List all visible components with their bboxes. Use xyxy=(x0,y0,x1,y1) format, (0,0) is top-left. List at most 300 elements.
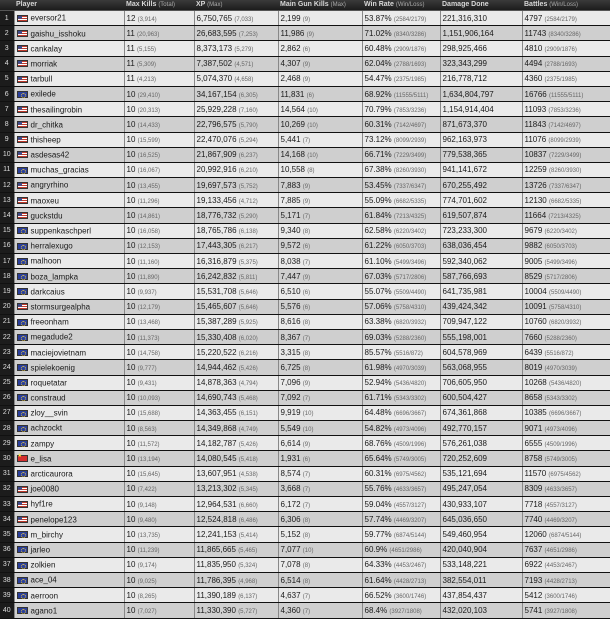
win-rate-cell: 67.38% (8260/3930) xyxy=(362,162,440,177)
win-rate-cell: 53.87% (2584/2179) xyxy=(362,11,440,26)
win-rate-cell: 71.02% (8340/3286) xyxy=(362,26,440,41)
player-name[interactable]: tarbull xyxy=(30,74,53,84)
player-cell[interactable] xyxy=(14,405,124,420)
damage-done-cell: 638,036,454 xyxy=(440,238,522,253)
rank-cell: 4 xyxy=(0,56,14,71)
win-rate-cell: 55.07% (5509/4490) xyxy=(362,284,440,299)
win-rate-cell: 64.48% (6696/3667) xyxy=(362,405,440,420)
player-cell[interactable] xyxy=(14,375,124,390)
battles-cell: 9071 (4973/4096) xyxy=(522,421,610,436)
max-kills-cell: 10 (9,148) xyxy=(124,497,194,512)
damage-done-cell: 1,154,914,404 xyxy=(440,102,522,117)
win-rate-cell: 66.71% (7229/3499) xyxy=(362,147,440,162)
battles-cell: 10385 (6696/3667) xyxy=(522,405,610,420)
damage-done-cell: 706,605,950 xyxy=(440,375,522,390)
player-name[interactable]: jarleo xyxy=(30,545,51,555)
xp-cell: 25,929,228 (7,160) xyxy=(194,102,278,117)
win-rate-cell: 60.48% (2909/1876) xyxy=(362,41,440,56)
header-row xyxy=(0,0,610,11)
rank-cell: 16 xyxy=(0,238,14,253)
eu-flag-icon xyxy=(17,288,28,295)
win-rate-cell: 68.4% (3927/1808) xyxy=(362,603,440,618)
win-rate-cell: 61.84% (7213/4325) xyxy=(362,208,440,223)
player-name[interactable]: zloy__svin xyxy=(30,408,68,418)
xp-cell: 14,349,868 (4,749) xyxy=(194,421,278,436)
player-name[interactable]: aerroon xyxy=(30,590,59,600)
player-cell[interactable] xyxy=(14,254,124,269)
player-cell[interactable] xyxy=(14,56,124,71)
player-cell[interactable] xyxy=(14,603,124,618)
us-flag-icon xyxy=(17,15,28,22)
max-kills-cell: 10 (16,525) xyxy=(124,147,194,162)
player-cell[interactable] xyxy=(14,269,124,284)
win-rate-cell: 59.77% (6874/5144) xyxy=(362,527,440,542)
player-name[interactable]: boza_lampka xyxy=(30,271,79,281)
damage-done-cell: 774,701,602 xyxy=(440,193,522,208)
player-cell[interactable] xyxy=(14,162,124,177)
xp-cell: 22,796,575 (5,790) xyxy=(194,117,278,132)
damage-done-cell: 592,340,062 xyxy=(440,254,522,269)
damage-done-cell: 555,198,001 xyxy=(440,329,522,344)
xp-cell: 34,167,154 (6,305) xyxy=(194,86,278,101)
player-cell[interactable] xyxy=(14,178,124,193)
damage-done-cell: 619,507,874 xyxy=(440,208,522,223)
rank-cell: 10 xyxy=(0,147,14,162)
rank-cell: 28 xyxy=(0,421,14,436)
player-name[interactable]: morriak xyxy=(30,59,58,69)
table-row xyxy=(0,117,610,132)
player-cell[interactable] xyxy=(14,542,124,557)
rank-cell: 25 xyxy=(0,375,14,390)
max-kills-cell: 10 (9,937) xyxy=(124,284,194,299)
us-flag-icon xyxy=(17,30,28,37)
player-name[interactable]: e_lisa xyxy=(30,454,52,464)
damage-done-cell: 674,361,868 xyxy=(440,405,522,420)
win-rate-cell: 61.22% (6050/3703) xyxy=(362,238,440,253)
player-cell[interactable] xyxy=(14,588,124,603)
damage-done-cell: 779,538,365 xyxy=(440,147,522,162)
player-name[interactable]: asdesas42 xyxy=(30,150,70,160)
win-rate-cell: 60.31% (7142/4697) xyxy=(362,117,440,132)
us-flag-icon xyxy=(17,486,28,493)
damage-done-cell: 549,460,954 xyxy=(440,527,522,542)
table-row xyxy=(0,572,610,587)
xp-cell: 15,465,607 (5,646) xyxy=(194,299,278,314)
win-rate-cell: 67.03% (5717/2806) xyxy=(362,269,440,284)
player-name[interactable]: eversor21 xyxy=(30,13,67,23)
table-row xyxy=(0,375,610,390)
damage-done-cell: 382,554,011 xyxy=(440,572,522,587)
main-gun-kills-cell: 5,171 (7) xyxy=(278,208,362,223)
table-row xyxy=(0,603,610,618)
max-kills-cell: 10 (11,373) xyxy=(124,329,194,344)
us-flag-icon xyxy=(17,501,28,508)
rank-cell: 19 xyxy=(0,284,14,299)
rank-cell: 14 xyxy=(0,208,14,223)
table-row xyxy=(0,527,610,542)
rank-header xyxy=(0,0,14,11)
xp-cell: 15,531,708 (5,646) xyxy=(194,284,278,299)
main-gun-kills-cell: 7,078 (8) xyxy=(278,557,362,572)
max-kills-cell: 11 (5,309) xyxy=(124,56,194,71)
us-flag-icon xyxy=(17,212,28,219)
player-name[interactable]: dr_chitka xyxy=(30,120,63,130)
eu-flag-icon xyxy=(17,425,28,432)
max-kills-cell: 10 (13,468) xyxy=(124,314,194,329)
max-kills-cell: 10 (15,688) xyxy=(124,405,194,420)
table-row xyxy=(0,11,610,26)
win-rate-cell: 54.82% (4973/4096) xyxy=(362,421,440,436)
win-rate-cell: 65.64% (5749/3005) xyxy=(362,451,440,466)
max-kills-cell: 10 (11,296) xyxy=(124,193,194,208)
us-flag-icon xyxy=(17,106,28,113)
player-cell[interactable] xyxy=(14,512,124,527)
battles-cell: 12259 (8260/3930) xyxy=(522,162,610,177)
rank-cell: 26 xyxy=(0,390,14,405)
player-cell[interactable] xyxy=(14,238,124,253)
player-cell[interactable] xyxy=(14,360,124,375)
max-kills-cell: 10 (16,067) xyxy=(124,162,194,177)
eu-flag-icon xyxy=(17,379,28,386)
max-kills-cell: 10 (14,861) xyxy=(124,208,194,223)
xp-cell: 14,080,545 (5,418) xyxy=(194,451,278,466)
player-name[interactable]: stormsurgealpha xyxy=(30,302,91,312)
main-gun-kills-cell: 11,831 (6) xyxy=(278,86,362,101)
max-kills-cell: 10 (8,563) xyxy=(124,421,194,436)
player-name[interactable]: arcticaurora xyxy=(30,469,73,479)
player-cell[interactable] xyxy=(14,329,124,344)
win-rate-cell: 61.10% (5499/3496) xyxy=(362,254,440,269)
main-gun-kills-cell: 6,510 (6) xyxy=(278,284,362,299)
battles-cell: 11664 (7213/4325) xyxy=(522,208,610,223)
table-row xyxy=(0,269,610,284)
rank-cell: 27 xyxy=(0,405,14,420)
player-header[interactable]: Player xyxy=(14,0,124,11)
player-name[interactable]: achzockt xyxy=(30,423,63,433)
rank-cell: 23 xyxy=(0,345,14,360)
xp-cell: 11,390,189 (6,137) xyxy=(194,588,278,603)
main-gun-kills-cell: 8,038 (7) xyxy=(278,254,362,269)
max-kills-cell: 10 (9,025) xyxy=(124,572,194,587)
win-rate-cell: 64.33% (4453/2467) xyxy=(362,557,440,572)
player-name[interactable]: guckstdu xyxy=(30,211,63,221)
eu-flag-icon xyxy=(17,334,28,341)
table-row xyxy=(0,147,610,162)
table-row xyxy=(0,588,610,603)
player-name[interactable]: gaishu_isshoku xyxy=(30,28,86,38)
table-row xyxy=(0,284,610,299)
player-cell[interactable] xyxy=(14,223,124,238)
xp-cell: 12,964,531 (6,660) xyxy=(194,497,278,512)
table-row xyxy=(0,497,610,512)
main-gun-kills-cell: 8,616 (8) xyxy=(278,314,362,329)
table-row xyxy=(0,162,610,177)
table-row xyxy=(0,193,610,208)
us-flag-icon xyxy=(17,121,28,128)
rank-cell: 36 xyxy=(0,542,14,557)
main-gun-kills-cell: 9,340 (8) xyxy=(278,223,362,238)
damage-done-cell: 587,766,693 xyxy=(440,269,522,284)
win-rate-cell: 69.03% (5288/2360) xyxy=(362,329,440,344)
player-name[interactable]: megadude2 xyxy=(30,332,73,342)
main-gun-kills-cell: 6,725 (8) xyxy=(278,360,362,375)
rank-cell: 17 xyxy=(0,254,14,269)
player-cell[interactable] xyxy=(14,390,124,405)
eu-flag-icon xyxy=(17,394,28,401)
damage-done-cell: 535,121,694 xyxy=(440,466,522,481)
rank-cell: 39 xyxy=(0,588,14,603)
damage-done-cell: 645,036,650 xyxy=(440,512,522,527)
player-name[interactable]: ace_04 xyxy=(30,575,57,585)
us-flag-icon xyxy=(17,136,28,143)
player-cell[interactable] xyxy=(14,147,124,162)
player-cell[interactable] xyxy=(14,557,124,572)
rank-cell: 38 xyxy=(0,572,14,587)
player-cell[interactable] xyxy=(14,71,124,86)
max-kills-cell: 10 (15,599) xyxy=(124,132,194,147)
max-kills-cell: 10 (7,027) xyxy=(124,603,194,618)
win-rate-cell: 61.98% (4970/3039) xyxy=(362,360,440,375)
win-rate-cell: 59.04% (4557/3127) xyxy=(362,497,440,512)
player-name[interactable]: zampy xyxy=(30,439,55,449)
player-name[interactable]: freeonham xyxy=(30,317,69,327)
battles-cell: 7660 (5288/2360) xyxy=(522,329,610,344)
damage-done-cell: 563,068,955 xyxy=(440,360,522,375)
rank-cell: 40 xyxy=(0,603,14,618)
player-cell[interactable] xyxy=(14,436,124,451)
battles-cell: 16766 (11555/5111) xyxy=(522,86,610,101)
player-cell[interactable] xyxy=(14,41,124,56)
rank-cell: 33 xyxy=(0,497,14,512)
xp-cell: 13,607,951 (4,538) xyxy=(194,466,278,481)
xp-cell: 18,776,732 (5,290) xyxy=(194,208,278,223)
player-cell[interactable] xyxy=(14,117,124,132)
damage-done-cell: 495,247,054 xyxy=(440,481,522,496)
us-flag-icon xyxy=(17,182,28,189)
battles-cell: 7718 (4557/3127) xyxy=(522,497,610,512)
rank-cell: 29 xyxy=(0,436,14,451)
main-gun-kills-cell: 10,269 (10) xyxy=(278,117,362,132)
table-row xyxy=(0,345,610,360)
table-row xyxy=(0,390,610,405)
max-kills-header[interactable]: Max Kills (Total) xyxy=(124,0,194,11)
damage-done-cell: 604,578,969 xyxy=(440,345,522,360)
battles-cell: 11843 (7142/4697) xyxy=(522,117,610,132)
player-cell[interactable] xyxy=(14,102,124,117)
main-gun-kills-cell: 1,931 (6) xyxy=(278,451,362,466)
table-row xyxy=(0,329,610,344)
battles-cell: 12130 (6682/5335) xyxy=(522,193,610,208)
player-cell[interactable] xyxy=(14,314,124,329)
rank-cell: 5 xyxy=(0,71,14,86)
rank-cell: 35 xyxy=(0,527,14,542)
damage-done-cell: 941,141,672 xyxy=(440,162,522,177)
table-row xyxy=(0,512,610,527)
main-gun-kills-cell: 7,092 (7) xyxy=(278,390,362,405)
player-cell[interactable] xyxy=(14,421,124,436)
xp-header[interactable]: XP (Max) xyxy=(194,0,278,11)
us-flag-icon xyxy=(17,516,28,523)
main-gun-kills-cell: 7,885 (9) xyxy=(278,193,362,208)
max-kills-cell: 11 (5,155) xyxy=(124,41,194,56)
player-name[interactable]: angryrhino xyxy=(30,180,69,190)
player-cell[interactable] xyxy=(14,451,124,466)
eu-flag-icon xyxy=(17,592,28,599)
main-gun-kills-cell: 6,306 (8) xyxy=(278,512,362,527)
eu-flag-icon xyxy=(17,470,28,477)
rank-cell: 13 xyxy=(0,193,14,208)
player-cell[interactable] xyxy=(14,26,124,41)
player-cell[interactable] xyxy=(14,132,124,147)
player-name[interactable]: penelope123 xyxy=(30,514,77,524)
max-kills-cell: 10 (14,433) xyxy=(124,117,194,132)
xp-cell: 14,690,743 (5,468) xyxy=(194,390,278,405)
player-name[interactable]: constraud xyxy=(30,393,66,403)
player-cell[interactable] xyxy=(14,466,124,481)
rank-cell: 1 xyxy=(0,11,14,26)
eu-flag-icon xyxy=(17,319,28,326)
player-cell[interactable] xyxy=(14,193,124,208)
win-rate-cell: 54.47% (2375/1985) xyxy=(362,71,440,86)
player-cell[interactable] xyxy=(14,86,124,101)
player-cell[interactable] xyxy=(14,572,124,587)
win-rate-header[interactable]: Win Rate (Win/Loss) xyxy=(362,0,440,11)
xp-cell: 22,470,076 (5,294) xyxy=(194,132,278,147)
xp-cell: 16,316,879 (5,375) xyxy=(194,254,278,269)
player-name[interactable]: thisheep xyxy=(30,135,61,145)
rank-cell: 18 xyxy=(0,269,14,284)
battles-cell: 8019 (4970/3039) xyxy=(522,360,610,375)
win-rate-cell: 61.64% (4428/2713) xyxy=(362,572,440,587)
table-row xyxy=(0,56,610,71)
xp-cell: 21,867,909 (6,237) xyxy=(194,147,278,162)
battles-cell: 11093 (7853/3236) xyxy=(522,102,610,117)
player-cell[interactable] xyxy=(14,497,124,512)
eu-flag-icon xyxy=(17,531,28,538)
win-rate-cell: 52.94% (5436/4820) xyxy=(362,375,440,390)
max-kills-cell: 10 (29,410) xyxy=(124,86,194,101)
eu-flag-icon xyxy=(17,577,28,584)
player-name[interactable]: maoxeu xyxy=(30,196,59,206)
main-gun-kills-cell: 14,564 (10) xyxy=(278,102,362,117)
player-name[interactable]: muchas_gracias xyxy=(30,165,89,175)
xp-cell: 5,074,370 (4,658) xyxy=(194,71,278,86)
rank-cell: 12 xyxy=(0,178,14,193)
player-cell[interactable] xyxy=(14,299,124,314)
main-gun-kills-cell: 9,919 (10) xyxy=(278,405,362,420)
damage-done-cell: 962,163,973 xyxy=(440,132,522,147)
max-kills-cell: 10 (11,572) xyxy=(124,436,194,451)
table-row xyxy=(0,254,610,269)
eu-flag-icon xyxy=(17,273,28,280)
player-cell[interactable] xyxy=(14,345,124,360)
table-row xyxy=(0,208,610,223)
battles-cell: 4494 (2788/1693) xyxy=(522,56,610,71)
player-name[interactable]: spielekoenig xyxy=(30,363,75,373)
player-cell[interactable] xyxy=(14,481,124,496)
player-name[interactable]: malhoon xyxy=(30,256,62,266)
player-name[interactable]: cankalay xyxy=(30,44,63,54)
win-rate-cell: 73.12% (8099/2939) xyxy=(362,132,440,147)
win-rate-cell: 68.92% (11555/5111) xyxy=(362,86,440,101)
player-name[interactable]: suppenkaschperl xyxy=(30,226,91,236)
damage-done-cell: 298,925,466 xyxy=(440,41,522,56)
max-kills-cell: 10 (10,093) xyxy=(124,390,194,405)
damage-done-cell: 430,933,107 xyxy=(440,497,522,512)
battles-cell: 11570 (6975/4562) xyxy=(522,466,610,481)
eu-flag-icon xyxy=(17,227,28,234)
win-rate-cell: 62.04% (2788/1693) xyxy=(362,56,440,71)
player-name[interactable]: m_birchy xyxy=(30,530,63,540)
battles-cell: 4797 (2584/2179) xyxy=(522,11,610,26)
xp-cell: 8,373,173 (5,279) xyxy=(194,41,278,56)
player-name[interactable]: agano1 xyxy=(30,606,58,616)
table-row xyxy=(0,314,610,329)
xp-cell: 15,387,289 (5,925) xyxy=(194,314,278,329)
main-gun-kills-header[interactable]: Main Gun Kills (Max) xyxy=(278,0,362,11)
damage-done-cell: 670,255,492 xyxy=(440,178,522,193)
player-cell[interactable] xyxy=(14,284,124,299)
main-gun-kills-cell: 8,367 (7) xyxy=(278,329,362,344)
main-gun-kills-cell: 6,614 (9) xyxy=(278,436,362,451)
max-kills-cell: 12 (3,914) xyxy=(124,11,194,26)
main-gun-kills-cell: 14,168 (10) xyxy=(278,147,362,162)
player-name[interactable]: darkcaius xyxy=(30,287,65,297)
damage-done-cell: 323,343,299 xyxy=(440,56,522,71)
main-gun-kills-cell: 7,883 (9) xyxy=(278,178,362,193)
player-name[interactable]: herralexugo xyxy=(30,241,73,251)
battles-cell: 10760 (6820/3932) xyxy=(522,314,610,329)
damage-done-cell: 871,673,370 xyxy=(440,117,522,132)
player-name[interactable]: joe0080 xyxy=(30,484,59,494)
xp-cell: 11,835,950 (5,324) xyxy=(194,557,278,572)
table-row xyxy=(0,405,610,420)
player-name[interactable]: hyf1re xyxy=(30,499,53,509)
battles-cell: 5741 (3927/1808) xyxy=(522,603,610,618)
rank-cell: 8 xyxy=(0,117,14,132)
xp-cell: 14,363,455 (6,151) xyxy=(194,405,278,420)
max-kills-cell: 10 (9,174) xyxy=(124,557,194,572)
battles-cell: 8309 (4633/3657) xyxy=(522,481,610,496)
rank-cell: 22 xyxy=(0,329,14,344)
damage-done-cell: 432,020,103 xyxy=(440,603,522,618)
win-rate-cell: 60.9% (4651/2986) xyxy=(362,542,440,557)
damage-done-cell: 641,735,981 xyxy=(440,284,522,299)
rank-cell: 21 xyxy=(0,314,14,329)
player-name[interactable]: roquetatar xyxy=(30,378,67,388)
player-cell[interactable] xyxy=(14,527,124,542)
battles-cell: 10268 (5436/4820) xyxy=(522,375,610,390)
xp-cell: 16,242,832 (5,811) xyxy=(194,269,278,284)
player-name[interactable]: exilede xyxy=(30,89,56,99)
battles-header[interactable]: Battles (Win/Loss) xyxy=(522,0,610,11)
damage-done-header[interactable]: Damage Done xyxy=(440,0,522,11)
us-flag-icon xyxy=(17,45,28,52)
table-row xyxy=(0,223,610,238)
player-name[interactable]: zolkien xyxy=(30,560,56,570)
eu-flag-icon xyxy=(17,364,28,371)
table-row xyxy=(0,26,610,41)
player-name[interactable]: maciejovietnam xyxy=(30,347,87,357)
player-name[interactable]: thesailingrobin xyxy=(30,104,83,114)
main-gun-kills-cell: 2,862 (6) xyxy=(278,41,362,56)
player-cell[interactable] xyxy=(14,11,124,26)
rank-cell: 31 xyxy=(0,466,14,481)
table-row xyxy=(0,132,610,147)
table-row xyxy=(0,436,610,451)
battles-cell: 9005 (5499/3496) xyxy=(522,254,610,269)
player-cell[interactable] xyxy=(14,208,124,223)
